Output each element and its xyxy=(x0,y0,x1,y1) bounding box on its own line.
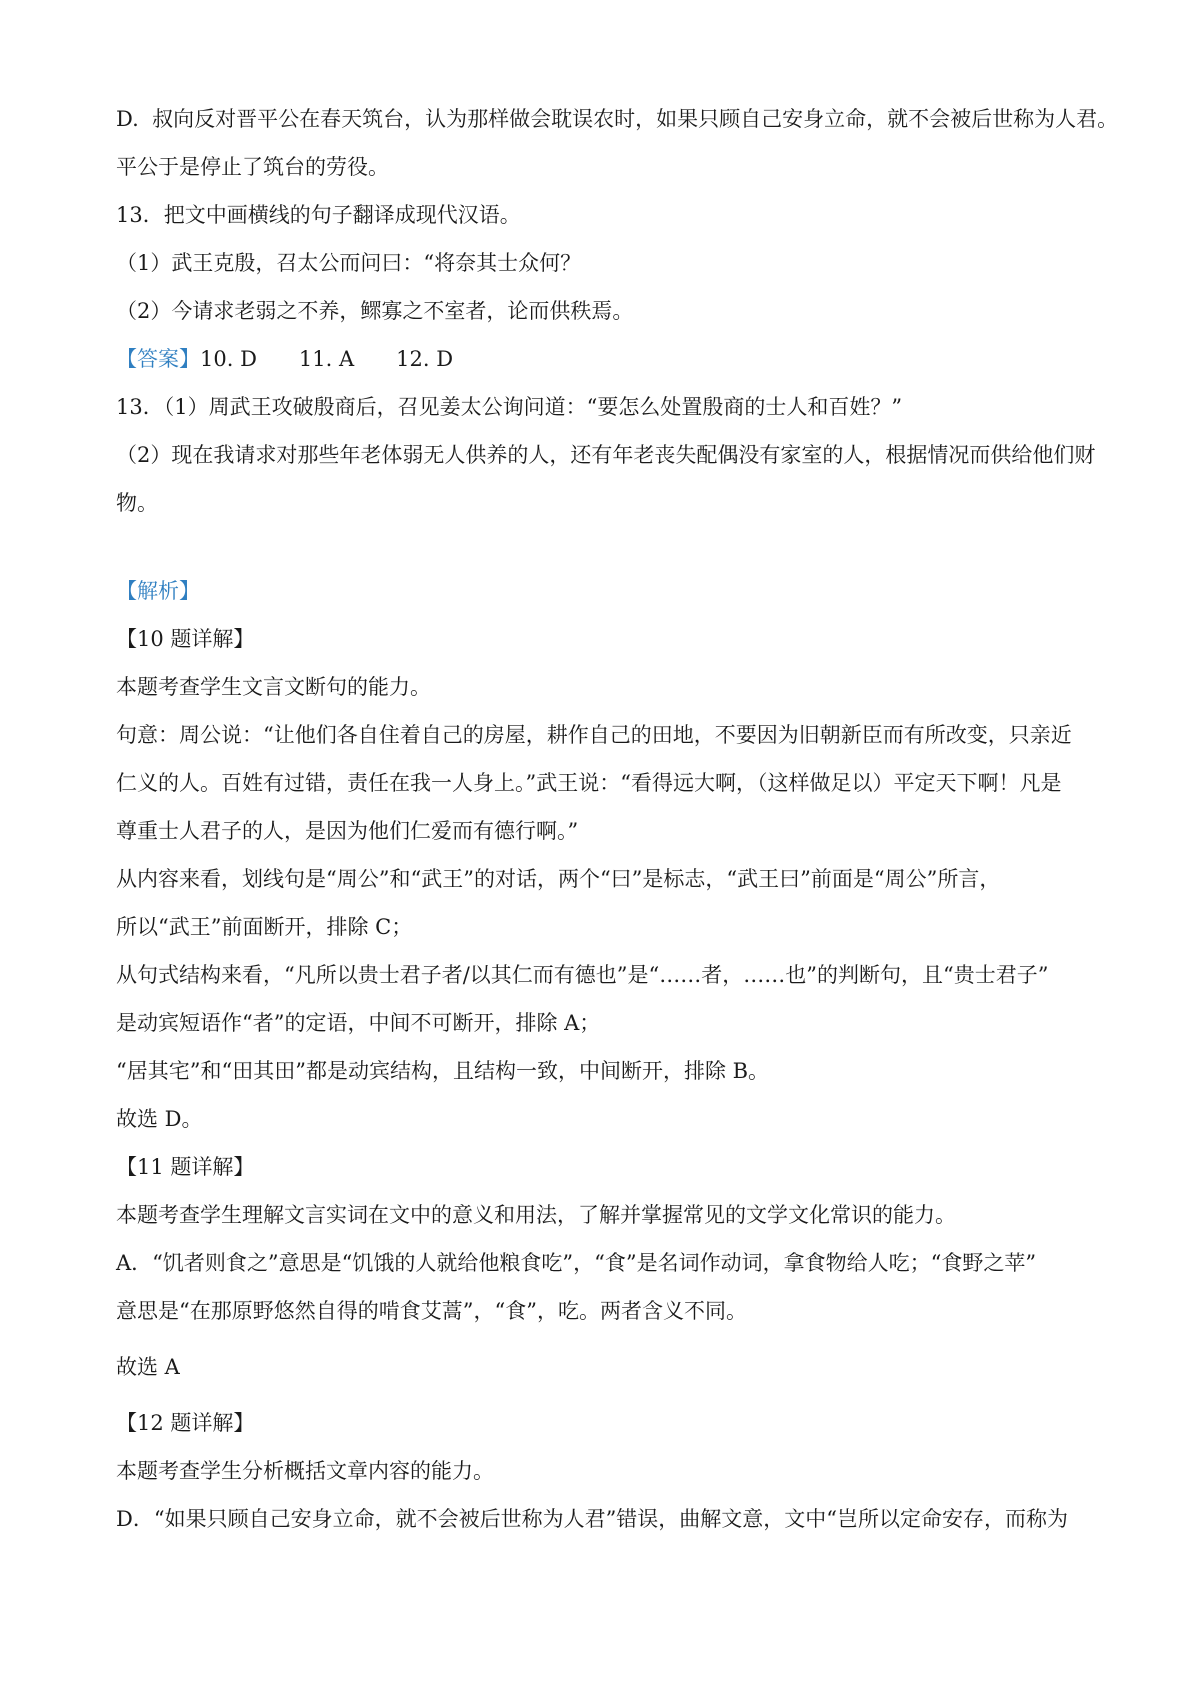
q10-heading: 【10 题详解】 xyxy=(116,627,255,651)
answer-q13-line-1: 13．（1）周武王攻破殷商后，召见姜太公询问道：“要怎么处置殷商的士人和百姓？” xyxy=(116,395,903,419)
q13-stem: 13．把文中画横线的句子翻译成现代汉语。 xyxy=(116,203,521,227)
q12-option-d xyxy=(116,95,1119,143)
answer-line xyxy=(116,335,1106,383)
spacer xyxy=(116,1391,1106,1399)
q10-para3-line2: 是动宾短语作“者”的定语，中间不可断开，排除 A； xyxy=(116,1011,601,1035)
q10-para3-line1: 从句式结构来看，“凡所以贵士君子者/以其仁而有德也”是“……者，……也”的判断句，且“贵士君子” xyxy=(116,963,1049,987)
q10-conclusion: 故选 D。 xyxy=(116,1107,203,1131)
analysis-tag: 【解析】 xyxy=(116,579,200,603)
q12-option-d-continued: 平公于是停止了筑台的劳役。 xyxy=(116,155,389,179)
q12-para1-line1: D．“如果只顾自己安身立命，就不会被后世称为人君”错误，曲解文意，文中“岂所以定命安存，而称为 xyxy=(116,1507,1069,1531)
q11-heading: 【11 题详解】 xyxy=(116,1155,255,1179)
q13-item-2: （2）今请求老弱之不养，鳏寡之不室者，论而供秩焉。 xyxy=(116,299,634,323)
q10-para2-line1: 从内容来看，划线句是“周公”和“武王”的对话，两个“曰”是标志，“武王曰”前面是“周公”所言， xyxy=(116,867,1001,891)
option-label: D. xyxy=(116,107,139,131)
answer-tag: 【答案】 xyxy=(116,347,200,371)
q13-item-1: （1）武王克殷，召太公而问曰：“将奈其士众何？ xyxy=(116,251,582,275)
option-text: 叔向反对晋平公在春天筑台，认为那样做会耽误农时，如果只顾自己安身立命，就不会被后世称为人君。 xyxy=(152,107,1119,131)
q10-para1-line3: 尊重士人君子的人，是因为他们仁爱而有德行啊。” xyxy=(116,819,579,843)
q11-para1-line2: 意思是“在那原野悠然自得的啃食艾蒿”，“食”，吃。两者含义不同。 xyxy=(116,1299,747,1323)
spacer xyxy=(116,1335,1106,1343)
answer-item-12: 12. D xyxy=(396,347,454,371)
q10-para2-line2: 所以“武王”前面断开，排除 C； xyxy=(116,915,413,939)
q11-conclusion: 故选 A xyxy=(116,1355,180,1379)
q10-para1-line1: 句意：周公说：“让他们各自住着自己的房屋，耕作自己的田地，不要因为旧朝新臣而有所改变，只亲近 xyxy=(116,723,1072,747)
answer-q13-line-3: 物。 xyxy=(116,491,158,515)
q11-intro: 本题考查学生理解文言实词在文中的意义和用法，了解并掌握常见的文学文化常识的能力。 xyxy=(116,1203,956,1227)
q10-intro: 本题考查学生文言文断句的能力。 xyxy=(116,675,431,699)
document-page xyxy=(116,95,1119,1543)
q10-para4: “居其宅”和“田其田”都是动宾结构，且结构一致，中间断开，排除 B。 xyxy=(116,1059,770,1083)
q10-para1-line2: 仁义的人。百姓有过错，责任在我一人身上。”武王说：“看得远大啊，（这样做足以）平定天下啊！凡是 xyxy=(116,771,1062,795)
answer-item-11: 11. A xyxy=(298,347,355,371)
q11-para1-line1: A．“饥者则食之”意思是“饥饿的人就给他粮食吃”，“食”是名词作动词，拿食物给人吃；“食野之苹” xyxy=(116,1251,1037,1275)
q12-intro: 本题考查学生分析概括文章内容的能力。 xyxy=(116,1459,494,1483)
answer-item-10: 10. D xyxy=(200,347,257,371)
answer-q13-line-2: （2）现在我请求对那些年老体弱无人供养的人，还有年老丧失配偶没有家室的人，根据情况而供给他们财 xyxy=(116,443,1096,467)
spacer xyxy=(116,527,1106,567)
q12-heading: 【12 题详解】 xyxy=(116,1411,255,1435)
